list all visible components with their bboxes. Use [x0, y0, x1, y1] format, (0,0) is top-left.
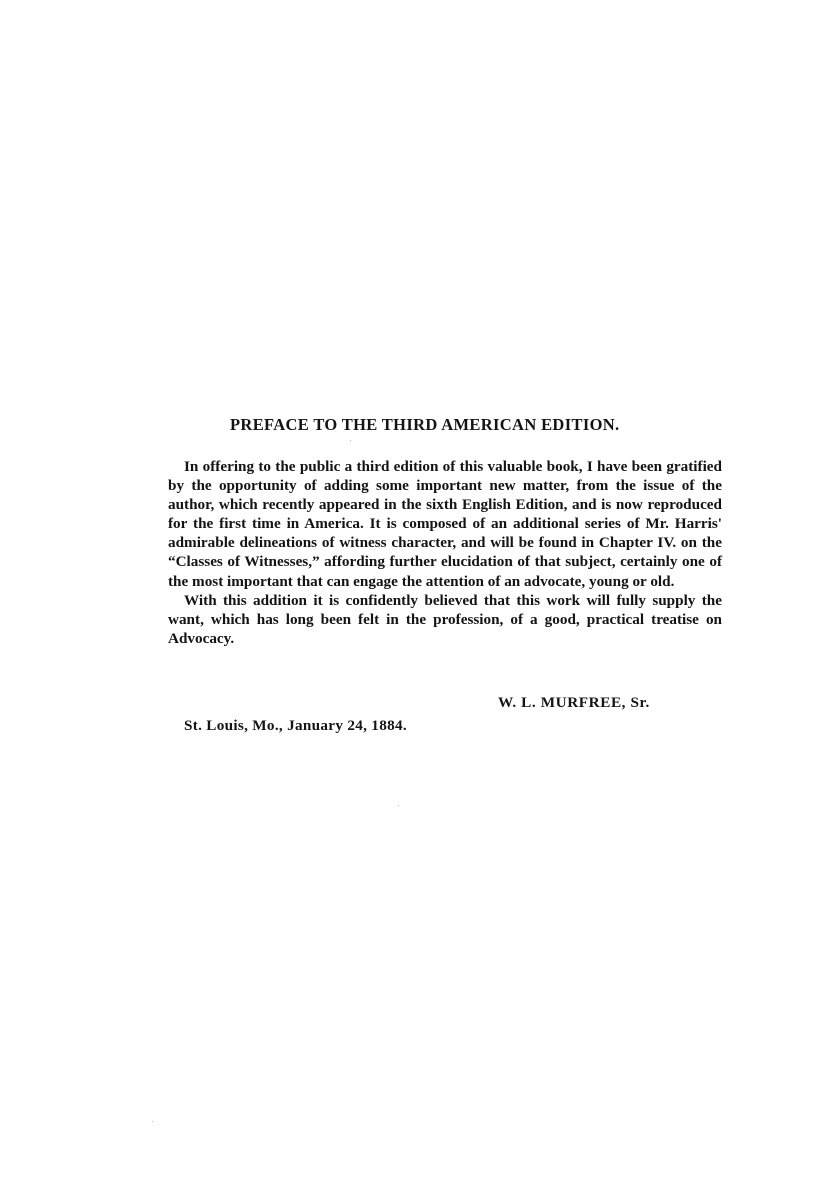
scan-speck — [398, 805, 399, 806]
scan-speck — [152, 1121, 153, 1122]
preface-title: PREFACE TO THE THIRD AMERICAN EDITION. — [230, 415, 620, 434]
signature: W. L. MURFREE, Sr. — [498, 694, 650, 711]
preface-body — [168, 457, 722, 648]
dateline: St. Louis, Mo., January 24, 1884. — [184, 717, 407, 734]
scan-speck — [350, 440, 351, 441]
preface-paragraph-2: With this addition it is confidently believed that this work will fully supply the want, which has long been felt in the profession, of a good, practical treatise on Advocacy. — [168, 591, 722, 647]
preface-paragraph-1: In offering to the public a third edition of this valuable book, I have been gratified by the opportunity of adding some important new matter, from the issue of the author, which recently appeared in the sixth English Edition, and is now reproduced for the first time in America. It is composed of an additional series of Mr. Harris' admirable delineations of witness character, and will be found in Chapter IV. on the “Classes of Witnesses,” affording further elucidation of that subject, certainly one of the most important that can engage the attention of an advocate, young or old. — [168, 458, 722, 590]
